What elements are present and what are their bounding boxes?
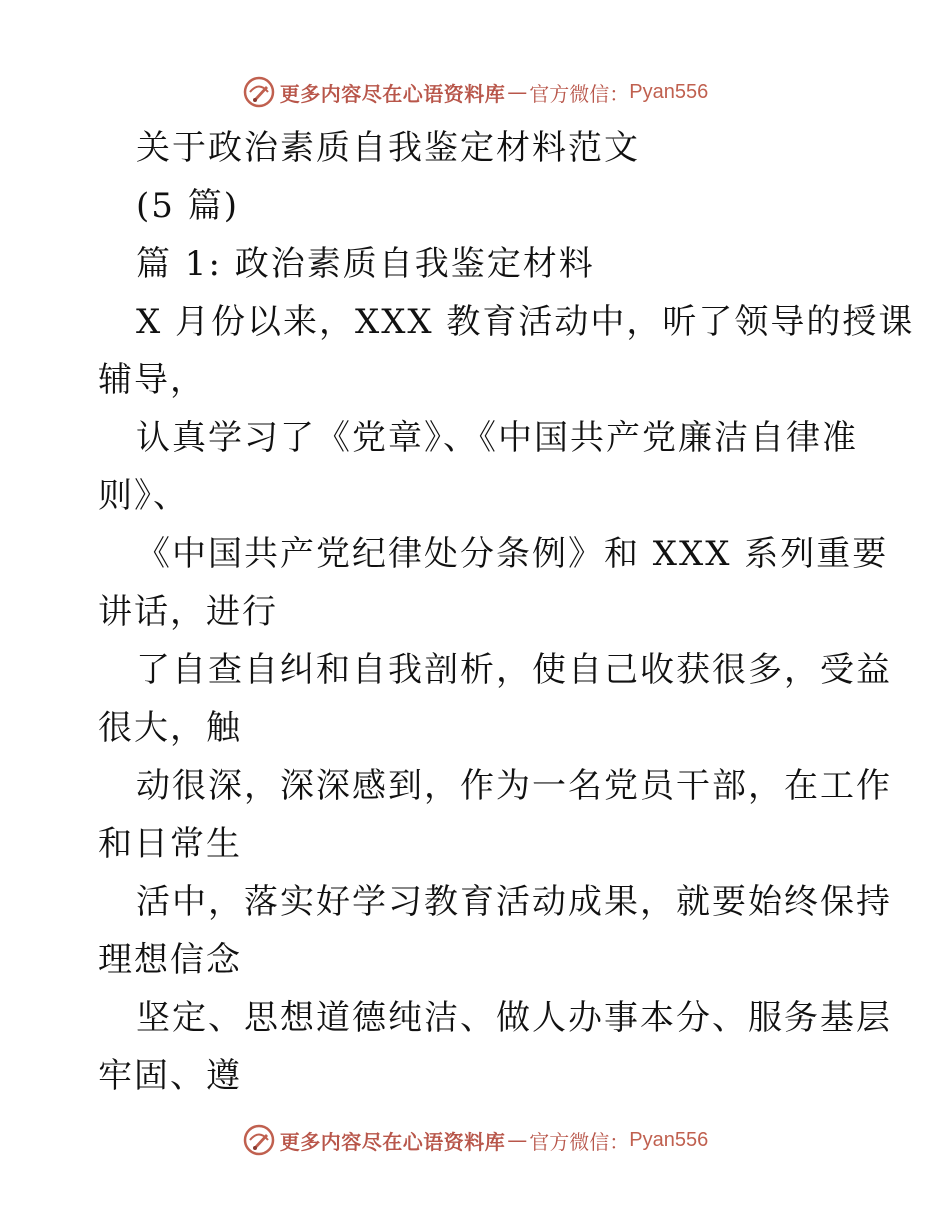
header-banner-separator: —	[507, 80, 528, 104]
document-title-line-2: (5 篇)	[136, 186, 239, 226]
paragraph-line: 牢固、遵	[98, 1056, 242, 1096]
footer-watermark-banner	[0, 1120, 950, 1160]
footer-wechat-label: 官方微信：	[529, 1129, 630, 1154]
paragraph-line: 活中，落实好学习教育活动成果，就要始终保持	[136, 882, 892, 922]
footer-banner-separator: —	[507, 1128, 528, 1152]
paragraph-line: 认真学习了《党章》、《中国共产党廉洁自律准	[136, 418, 858, 458]
paragraph-line: 辅导，	[98, 360, 206, 400]
header-banner-text: 更多内容尽在心语资料库	[279, 81, 506, 106]
paragraph-line: 讲话，进行	[98, 592, 278, 632]
paragraph-line: 动很深，深深感到，作为一名党员干部，在工作	[136, 766, 892, 806]
brand-logo-icon	[242, 75, 276, 109]
header-wechat-label: 官方微信：	[529, 81, 630, 106]
paragraph-line: 则》、	[98, 476, 189, 516]
document-body	[98, 119, 915, 1105]
header-watermark-banner	[0, 72, 950, 112]
paragraph-line: 《中国共产党纪律处分条例》和 XXX 系列重要	[136, 534, 889, 574]
document-title-line-1: 关于政治素质自我鉴定材料范文	[136, 128, 640, 168]
section-heading: 篇 1: 政治素质自我鉴定材料	[136, 244, 595, 284]
paragraph-line: 很大，触	[98, 708, 242, 748]
paragraph-line: X 月份以来，XXX 教育活动中，听了领导的授课	[136, 302, 915, 342]
paragraph	[98, 293, 915, 1105]
paragraph-line: 和日常生	[98, 824, 242, 864]
header-wechat-id: Pyan556	[629, 80, 709, 103]
footer-wechat-id: Pyan556	[629, 1128, 709, 1151]
footer-banner-text: 更多内容尽在心语资料库	[279, 1129, 506, 1154]
paragraph-line: 坚定、思想道德纯洁、做人办事本分、服务基层	[136, 998, 892, 1038]
brand-logo-icon	[242, 1123, 276, 1157]
paragraph-line: 了自查自纠和自我剖析，使自己收获很多，受益	[136, 650, 892, 690]
paragraph-line: 理想信念	[98, 940, 242, 980]
